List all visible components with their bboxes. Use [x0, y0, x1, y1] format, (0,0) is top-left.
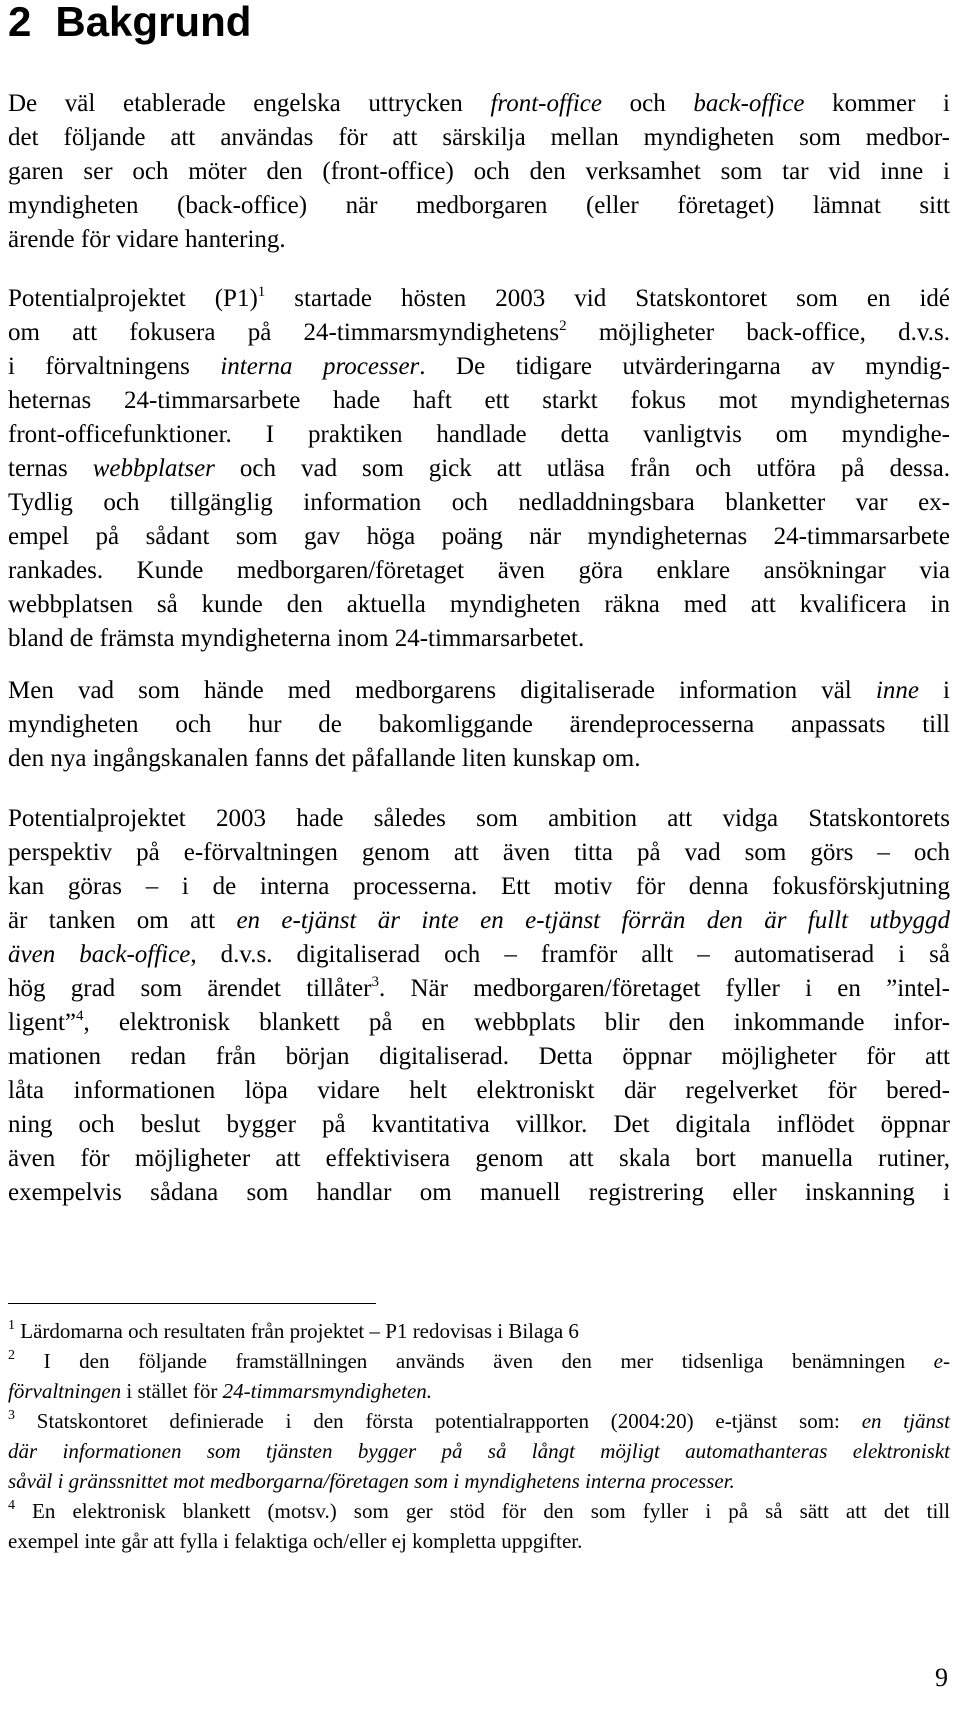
section-title: Bakgrund: [55, 0, 252, 45]
text-line: webbplatsen så kunde den aktuella myndigheten räkna med att kvalificera in: [8, 591, 950, 618]
footnote-ref: 2: [559, 318, 567, 334]
text-run: startade hösten 2003 vid Statskontoret som en idé: [265, 285, 950, 312]
italic-term: en e-tjänst är inte en e-tjänst förrän den är fullt utbyggd: [236, 907, 950, 934]
text-run: och vad som gick att utläsa från och utföra på dessa.: [214, 455, 950, 482]
italic-term: förvaltningen: [8, 1379, 122, 1403]
text-line: även för möjligheter att effektivisera genom att skala bort manuella rutiner,: [8, 1145, 950, 1172]
italic-term: e-: [933, 1349, 950, 1373]
text-line: kan göras – i de interna processerna. Ett motiv för denna fokusförskjutning: [8, 873, 950, 900]
text-line: mationen redan från början digitaliserad. Detta öppnar möjligheter för att: [8, 1043, 950, 1070]
paragraph-2: [8, 282, 950, 656]
text-line: [8, 316, 950, 350]
text-run: kommer i: [804, 90, 950, 117]
footnote-1: [8, 1316, 950, 1346]
footnote-number: 2: [8, 1348, 15, 1363]
text-line: [8, 674, 950, 708]
italic-term: 24-timmarsmyndigheten.: [222, 1379, 433, 1403]
paragraph-1: [8, 87, 950, 257]
text-run: om att fokusera på 24-timmarsmyndighetens: [8, 319, 560, 346]
paragraph-3: [8, 674, 950, 776]
footnote-2: [8, 1346, 950, 1376]
text-line: ärende för vidare hantering.: [8, 226, 286, 253]
italic-term: även back-office: [8, 941, 191, 968]
text-line: [8, 1006, 950, 1040]
text-line: den nya ingångskanalen fanns det påfallande liten kunskap om.: [8, 745, 641, 772]
italic-term: där informationen som tjänsten bygger på så långt möjligt automathanteras elektroniskt: [8, 1439, 950, 1463]
footnote-ref: 1: [257, 284, 266, 300]
footnote-divider: [8, 1303, 376, 1304]
footnote-text: Statskontoret definierade i den första potentialrapporten (2004:20) e-tjänst som:: [15, 1409, 862, 1433]
text-run: Potentialprojektet (P1): [8, 285, 258, 312]
section-heading: [8, 0, 251, 46]
text-line: myndigheten (back-office) när medborgaren (eller företaget) lämnat sitt: [8, 192, 950, 219]
footnote-4: [8, 1496, 950, 1526]
italic-term: såväl i gränssnittet mot medborgarna/företagen som i myndighetens interna processer.: [8, 1469, 735, 1493]
text-line: heternas 24-timmarsarbete hade haft ett starkt fokus mot myndigheternas: [8, 387, 950, 414]
italic-term: en tjänst: [861, 1409, 950, 1433]
section-number: 2: [8, 0, 32, 45]
text-line: låta informationen löpa vidare helt elektroniskt där regelverket för bered-: [8, 1077, 950, 1104]
text-line: [8, 904, 950, 938]
footnote-number: 3: [8, 1408, 15, 1423]
footnote-text: Lärdomarna och resultaten från projektet – P1 redovisas i Bilaga 6: [15, 1319, 579, 1343]
text-run: är tanken om att: [8, 907, 237, 934]
text-line: exempelvis sådana som handlar om manuell registrering eller inskanning i: [8, 1179, 950, 1206]
text-line: ning och beslut bygger på kvantitativa villkor. Det digitala inflödet öppnar: [8, 1111, 950, 1138]
text-run: ligent”: [8, 1009, 77, 1036]
text-line: Tydlig och tillgänglig information och nedladdningsbara blanketter var ex-: [8, 489, 950, 516]
text-line: [8, 452, 950, 486]
text-line: det följande att användas för att särskilja mellan myndigheten som medbor-: [8, 124, 950, 151]
paragraph-4: [8, 802, 950, 1210]
italic-term: front-office: [490, 90, 603, 117]
footnote-ref: 4: [76, 1008, 84, 1024]
text-line: empel på sådant som gav höga poäng när myndigheternas 24-timmarsarbete: [8, 523, 950, 550]
text-line: bland de främsta myndigheterna inom 24-timmarsarbetet.: [8, 625, 585, 652]
footnote-3-cont: [8, 1436, 950, 1466]
text-line: [8, 87, 950, 121]
footnote-number: 4: [8, 1498, 15, 1513]
footnote-3: [8, 1406, 950, 1436]
text-line: rankades. Kunde medborgaren/företaget även göra enklare ansökningar via: [8, 557, 950, 584]
text-line: perspektiv på e-förvaltningen genom att även titta på vad som görs – och: [8, 839, 950, 866]
text-run: . De tidigare utvärderingarna av myndig-: [419, 353, 950, 380]
footnotes: [8, 1316, 950, 1556]
text-line: [8, 282, 950, 316]
text-line: myndigheten och hur de bakomliggande ärendeprocesserna anpassats till: [8, 711, 950, 738]
text-run: möjligheter back-office, d.v.s.: [566, 319, 950, 346]
italic-term: back-office: [693, 90, 805, 117]
footnote-text: En elektronisk blankett (motsv.) som ger stöd för den som fyller i på så sätt att det till: [15, 1499, 950, 1523]
text-run: ternas: [8, 455, 93, 482]
text-line: Potentialprojektet 2003 hade således som ambition att vidga Statskontorets: [8, 805, 950, 832]
footnote-4-cont: exempel inte går att fylla i felaktiga och/eller ej kompletta uppgifter.: [8, 1529, 583, 1553]
italic-term: webbplatser: [92, 455, 215, 482]
text-run: Men vad som hände med medborgarens digitaliserade information väl: [8, 677, 876, 704]
text-line: [8, 972, 950, 1006]
footnote-number: 1: [8, 1318, 15, 1333]
text-run: , d.v.s. digitaliserad och – framför allt – automatiserad i så: [190, 941, 950, 968]
text-line: garen ser och möter den (front-office) och den verksamhet som tar vid inne i: [8, 158, 950, 185]
footnote-text: i stället för: [121, 1379, 223, 1403]
text-line: [8, 350, 950, 384]
footnote-3-cont: [8, 1466, 950, 1496]
text-run: i förvaltningens: [8, 353, 221, 380]
page-number: 9: [935, 1663, 948, 1692]
text-run: , elektronisk blankett på en webbplats blir den inkommande infor-: [83, 1009, 950, 1036]
footnote-text: I den följande framställningen används även den mer tidsenliga benämningen: [15, 1349, 934, 1373]
italic-term: inne: [875, 677, 919, 704]
italic-term: interna processer: [220, 353, 420, 380]
text-run: och: [602, 90, 694, 117]
footnote-ref: 3: [371, 974, 379, 990]
text-line: [8, 938, 950, 972]
text-run: hög grad som ärendet tillåter: [8, 975, 372, 1002]
text-run: i: [918, 677, 950, 704]
text-line: front-officefunktioner. I praktiken handlade detta vanligtvis om myndighe-: [8, 421, 950, 448]
text-run: De väl etablerade engelska uttrycken: [8, 90, 491, 117]
text-run: . När medborgaren/företaget fyller i en ”intel-: [378, 975, 950, 1002]
footnote-2-cont: [8, 1376, 950, 1406]
